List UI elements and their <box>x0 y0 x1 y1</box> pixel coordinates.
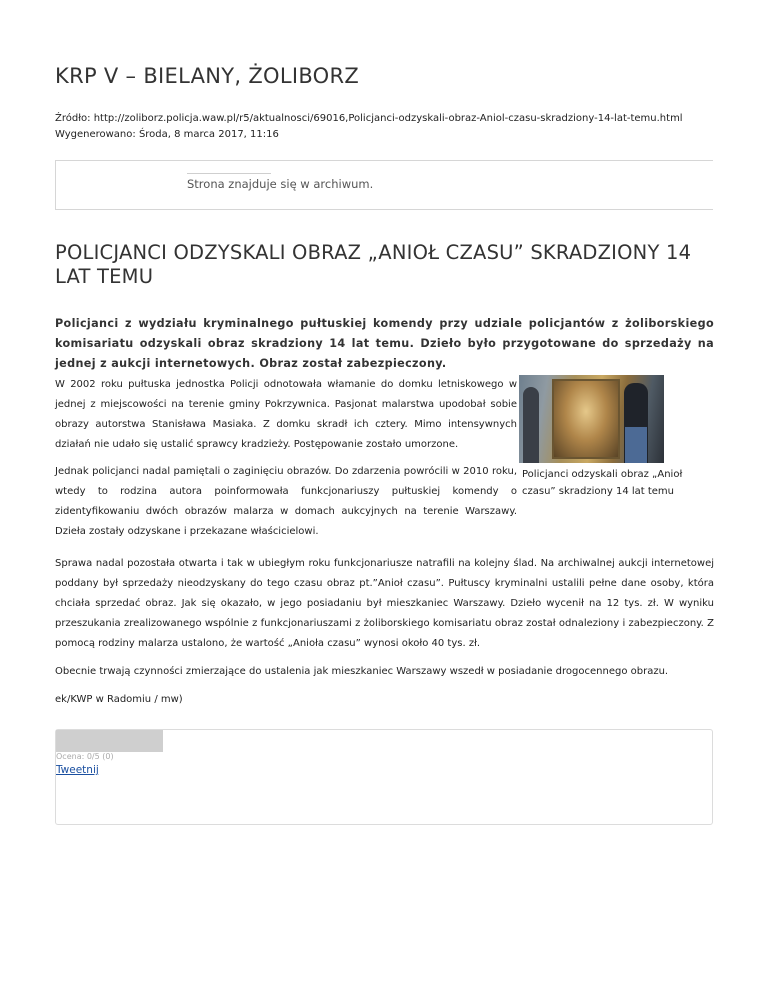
article-lead: Policjanci z wydziału kryminalnego pułtuskiej komendy przy udziale policjantów z żoliborskiego komisariatu odzyskali obraz skradziony 14 lat temu. Dzieło było przygotowane do sprzedaży na jednej z aukcji internetowych. Obraz został zabezpieczony. <box>55 317 714 370</box>
photo-caption: Policjanci odzyskali obraz „Anioł czasu” skradziony 14 lat temu <box>522 469 683 497</box>
photo-painting <box>552 379 620 459</box>
rating-box <box>55 729 713 825</box>
article-title: POLICJANCI ODZYSKALI OBRAZ „ANIOŁ CZASU” SKRADZIONY 14 LAT TEMU <box>55 241 692 288</box>
source-url: Źródło: http://zoliborz.policja.waw.pl/r5/aktualnosci/69016,Policjanci-odzyskali-obraz-Aniol-czasu-skradziony-14-lat-temu.html <box>55 113 683 124</box>
paragraph: W 2002 roku pułtuska jednostka Policji odnotowała włamanie do domku letniskowego w jednej z miejscowości na terenie gminy Pokrzywnica. Pasjonat malarstwa upodobał sobie obrazy autorstwa Stanisława Masiaka. Z domku skradł ich cztery. Mimo intensywnych działań nie udało się ustalić sprawcy kradzieży. Postępowanie zostało umorzone. <box>55 379 517 450</box>
paragraph: Obecnie trwają czynności zmierzające do ustalenia jak mieszkaniec Warszawy wszedł w posiadanie drogocennego obrazu. <box>55 666 669 677</box>
article-body-bottom <box>55 554 714 710</box>
archive-notice: Strona znajduje się w archiwum. <box>187 177 374 191</box>
paragraph: Sprawa nadal pozostała otwarta i tak w ubiegłym roku funkcjonariusze natrafili na kolejny ślad. Na archiwalnej aukcji internetowej poddany był sprzedaży nieodzyskany do tego czasu obraz pt.”Anioł czasu”. Pułtuscy kryminalni ustalili pełne dane osoby, która chciała sprzedać obraz. Jak się okazało, w jego posiadaniu był mieszkaniec Warszawy. Dzieło wycenił na 12 tys. zł. W wyniku przeszukania zrealizowanego wspólnie z funkcjonariuszami z żoliborskiego komisariatu obraz został odnaleziony i zabezpieczony. Z pomocą rodziny malarza ustalono, że wartość „Anioła czasu” wynosi około 40 tys. zł. <box>55 558 714 649</box>
rating-text: Ocena: 0/5 (0) <box>56 752 114 761</box>
tweet-link[interactable]: Tweetnij <box>56 764 99 776</box>
meta-info <box>55 111 683 143</box>
archive-notice-box <box>55 160 713 210</box>
article-author: ek/KWP w Radomiu / mw) <box>55 694 183 705</box>
article-photo[interactable] <box>519 375 664 463</box>
photo-person-left <box>523 387 539 463</box>
paragraph: Jednak policjanci nadal pamiętali o zaginięciu obrazów. Do zdarzenia powrócili w 2010 roku, wtedy to rodzina autora poinformowała funkcjonariuszy pułtuskiej komendy o zidentyfikowaniu dwóch obrazów malarza w domach aukcyjnych na terenie Warszawy. Dzieła zostały odzyskane i przekazane właścicielowi. <box>55 466 517 537</box>
article-body-top <box>55 375 517 542</box>
site-title: KRP V – BIELANY, ŻOLIBORZ <box>55 64 360 88</box>
archive-divider <box>187 173 271 174</box>
photo-person-right-legs <box>625 427 647 463</box>
generated-date: Wygenerowano: Środa, 8 marca 2017, 11:16 <box>55 129 279 140</box>
rating-stars-bar[interactable] <box>56 730 163 752</box>
